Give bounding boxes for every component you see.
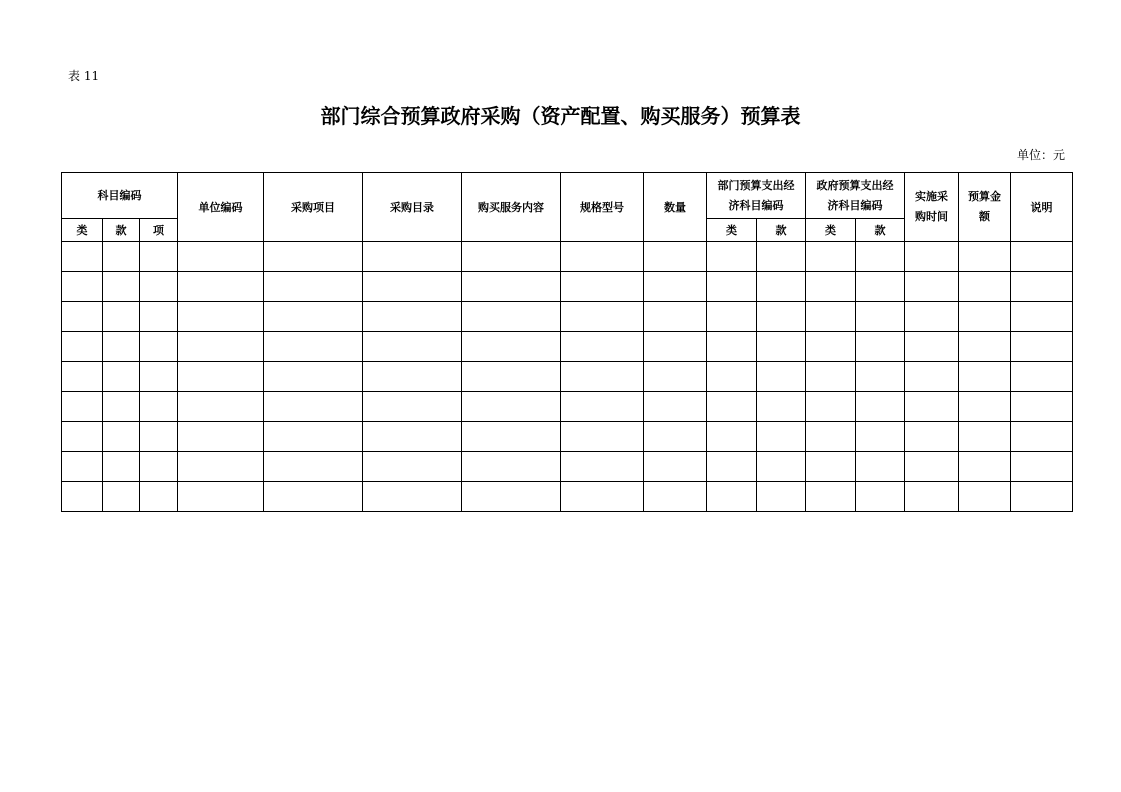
table-cell [140,302,178,332]
table-cell [62,362,103,392]
table-cell [363,302,462,332]
table-cell [178,452,264,482]
table-cell [644,392,707,422]
table-cell [707,422,757,452]
table-cell [62,242,103,272]
table-cell [561,302,644,332]
table-cell [103,452,140,482]
table-cell [856,422,905,452]
table-cell [856,302,905,332]
table-cell [363,482,462,512]
table-cell [462,242,561,272]
table-cell [1011,362,1073,392]
table-cell [959,272,1011,302]
table-cell [1011,302,1073,332]
table-cell [1011,392,1073,422]
header-budget-amount-text: 预算金额 [967,190,1001,223]
table-cell [905,362,959,392]
table-cell [62,302,103,332]
table-cell [856,392,905,422]
procurement-budget-table [61,172,1073,512]
table-cell [178,392,264,422]
table-cell [140,422,178,452]
table-body [62,242,1073,512]
header-purchase-project: 采购项目 [264,173,363,242]
header-service-content: 购买服务内容 [462,173,561,242]
table-cell [644,332,707,362]
table-cell [103,482,140,512]
table-cell [363,242,462,272]
table-cell [707,482,757,512]
table-row [62,392,1073,422]
table-cell [1011,272,1073,302]
table-cell [264,242,363,272]
table-cell [707,272,757,302]
table-cell [140,392,178,422]
table-cell [806,452,856,482]
table-row [62,332,1073,362]
table-cell [757,452,806,482]
table-cell [644,302,707,332]
table-cell [707,362,757,392]
table-cell [757,392,806,422]
table-cell [707,392,757,422]
table-cell [178,302,264,332]
table-cell [140,332,178,362]
table-cell [1011,332,1073,362]
table-row [62,362,1073,392]
table-row [62,272,1073,302]
table-row [62,242,1073,272]
table-cell [103,242,140,272]
header-category: 类 [62,219,103,242]
table-cell [178,332,264,362]
table-cell [462,302,561,332]
table-cell [757,422,806,452]
table-cell [178,482,264,512]
table-cell [264,392,363,422]
table-cell [561,452,644,482]
table-cell [178,272,264,302]
table-cell [363,392,462,422]
table-cell [264,452,363,482]
table-cell [806,362,856,392]
header-purchase-time-text: 实施采购时间 [914,190,948,223]
table-cell [561,362,644,392]
table-cell [707,452,757,482]
table-cell [462,482,561,512]
table-cell [264,482,363,512]
header-gov-expense-code-text: 政府预算支出经济科目编码 [816,178,894,212]
header-purchase-catalog: 采购目录 [363,173,462,242]
table-cell [561,422,644,452]
table-cell [103,392,140,422]
table-cell [757,482,806,512]
table-cell [806,302,856,332]
table-cell [561,272,644,302]
table-cell [757,332,806,362]
table-row [62,482,1073,512]
table-cell [806,242,856,272]
header-unit-code: 单位编码 [178,173,264,242]
table-cell [103,272,140,302]
header-remarks: 说明 [1011,173,1073,242]
header-subject-code: 科目编码 [62,173,178,219]
table-cell [856,452,905,482]
table-cell [905,452,959,482]
table-cell [757,362,806,392]
table-cell [905,392,959,422]
table-cell [178,422,264,452]
table-cell [856,482,905,512]
table-cell [959,362,1011,392]
table-cell [462,362,561,392]
table-cell [62,452,103,482]
table-cell [363,452,462,482]
table-cell [363,272,462,302]
table-cell [103,332,140,362]
table-cell [462,392,561,422]
table-cell [905,332,959,362]
table-cell [856,272,905,302]
table-cell [140,242,178,272]
table-row [62,422,1073,452]
table-cell [905,302,959,332]
table-cell [103,302,140,332]
table-cell [644,482,707,512]
table-cell [959,242,1011,272]
header-dept-section: 款 [757,219,806,242]
table-cell [462,422,561,452]
page-title: 部门综合预算政府采购（资产配置、购买服务）预算表 [320,104,801,128]
table-cell [462,332,561,362]
table-cell [561,392,644,422]
table-cell [363,362,462,392]
table-cell [62,272,103,302]
table-cell [856,362,905,392]
header-dept-category: 类 [707,219,757,242]
table-cell [856,332,905,362]
header-gov-section: 款 [856,219,905,242]
table-cell [757,302,806,332]
table-cell [264,302,363,332]
table-cell [264,422,363,452]
table-cell [62,332,103,362]
table-row [62,302,1073,332]
table-cell [264,272,363,302]
table-cell [561,242,644,272]
table-cell [140,452,178,482]
table-cell [561,482,644,512]
table-cell [644,242,707,272]
header-spec-model: 规格型号 [561,173,644,242]
table-cell [462,272,561,302]
table-cell [561,332,644,362]
table-cell [959,392,1011,422]
table-cell [62,422,103,452]
table-cell [140,362,178,392]
table-cell [806,332,856,362]
header-dept-expense-code [707,173,806,219]
table-cell [62,392,103,422]
table-cell [707,332,757,362]
table-cell [707,242,757,272]
table-cell [103,362,140,392]
table-cell [363,422,462,452]
table-cell [140,272,178,302]
header-section: 款 [103,219,140,242]
table-cell [959,482,1011,512]
table-cell [959,332,1011,362]
table-cell [757,242,806,272]
table-cell [1011,452,1073,482]
header-gov-expense-code [806,173,905,219]
table-cell [905,422,959,452]
table-cell [856,242,905,272]
header-gov-category: 类 [806,219,856,242]
table-cell [959,452,1011,482]
table-cell [707,302,757,332]
table-cell [806,272,856,302]
table-cell [757,272,806,302]
table-cell [264,332,363,362]
header-budget-amount [959,173,1011,242]
table-cell [363,332,462,362]
table-row [62,452,1073,482]
table-cell [103,422,140,452]
table-cell [1011,422,1073,452]
table-cell [959,422,1011,452]
table-cell [806,392,856,422]
table-cell [959,302,1011,332]
table-cell [905,272,959,302]
table-cell [644,422,707,452]
table-cell [178,242,264,272]
table-cell [905,482,959,512]
table-cell [140,482,178,512]
table-cell [1011,482,1073,512]
table-cell [905,242,959,272]
header-dept-expense-code-text: 部门预算支出经济科目编码 [717,178,795,212]
table-cell [806,482,856,512]
table-cell [178,362,264,392]
table-cell [264,362,363,392]
header-quantity: 数量 [644,173,707,242]
table-cell [806,422,856,452]
table-cell [1011,242,1073,272]
header-purchase-time [905,173,959,242]
table-cell [644,362,707,392]
table-cell [644,452,707,482]
unit-label: 单位：元 [1016,148,1065,162]
table-number: 表 11 [68,69,100,83]
header-item: 项 [140,219,178,242]
table-cell [462,452,561,482]
table-cell [644,272,707,302]
table-cell [62,482,103,512]
